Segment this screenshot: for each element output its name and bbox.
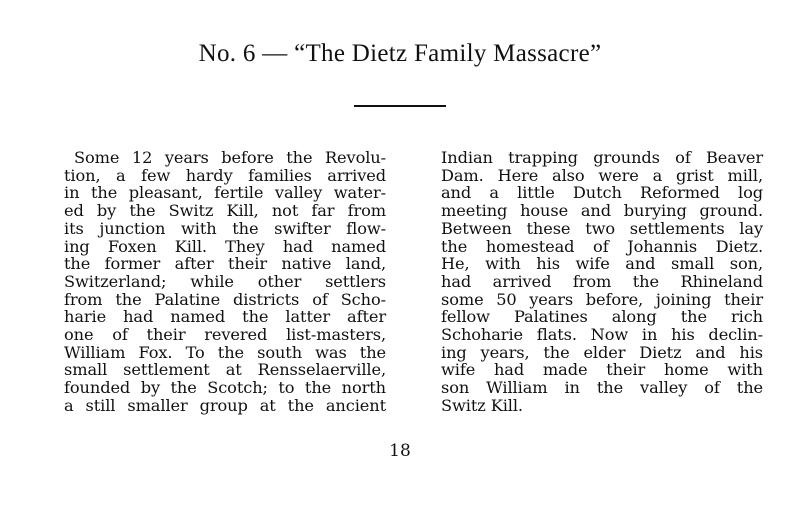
text-line: ing years, the elder Dietz and his bbox=[441, 342, 763, 362]
text-line: its junction with the swifter flow- bbox=[64, 218, 386, 238]
text-line: the former after their native land, bbox=[64, 254, 386, 274]
text-line: Indian trapping grounds of Beaver bbox=[441, 148, 763, 167]
text-line: had arrived from the Rhineland bbox=[441, 271, 763, 291]
text-line: tion, a few hardy families arrived bbox=[64, 165, 386, 185]
title-divider bbox=[354, 105, 446, 107]
text-line: ing Foxen Kill. They had named bbox=[64, 236, 386, 256]
text-line: wife had made their home with bbox=[441, 360, 763, 380]
text-line: meeting house and burying ground. bbox=[441, 201, 763, 221]
text-line: and a little Dutch Reformed log bbox=[441, 183, 763, 203]
text-line: some 50 years before, joining their bbox=[441, 289, 763, 309]
text-line: Switz Kill. bbox=[441, 395, 523, 415]
text-line: in the pleasant, fertile valley water- bbox=[64, 183, 386, 203]
text-line: harie had named the latter after bbox=[64, 307, 386, 327]
text-line: Between these two settlements lay bbox=[441, 218, 763, 238]
text-line: small settlement at Rensselaerville, bbox=[64, 360, 386, 380]
text-line: Schoharie flats. Now in his declin- bbox=[441, 325, 763, 345]
text-line: Some 12 years before the Revolu- bbox=[74, 148, 386, 167]
text-line: from the Palatine districts of Scho- bbox=[64, 289, 386, 309]
page-title: No. 6 — “The Dietz Family Massacre” bbox=[198, 40, 602, 67]
text-line: one of their revered list-masters, bbox=[64, 325, 386, 345]
text-line: ed by the Switz Kill, not far from bbox=[64, 201, 386, 221]
text-line: Switzerland; while other settlers bbox=[64, 271, 386, 291]
text-line: He, with his wife and small son, bbox=[441, 254, 763, 274]
text-line: founded by the Scotch; to the north bbox=[64, 378, 386, 398]
text-line: Dam. Here also were a grist mill, bbox=[441, 165, 763, 185]
text-line: William Fox. To the south was the bbox=[64, 342, 386, 362]
text-line: the homestead of Johannis Dietz. bbox=[441, 236, 763, 256]
text-line: a still smaller group at the ancient bbox=[64, 395, 386, 415]
text-line: son William in the valley of the bbox=[441, 378, 763, 398]
text-line: fellow Palatines along the rich bbox=[441, 307, 763, 327]
left-column bbox=[64, 149, 386, 415]
right-column bbox=[441, 149, 763, 415]
page-number: 18 bbox=[389, 441, 411, 461]
